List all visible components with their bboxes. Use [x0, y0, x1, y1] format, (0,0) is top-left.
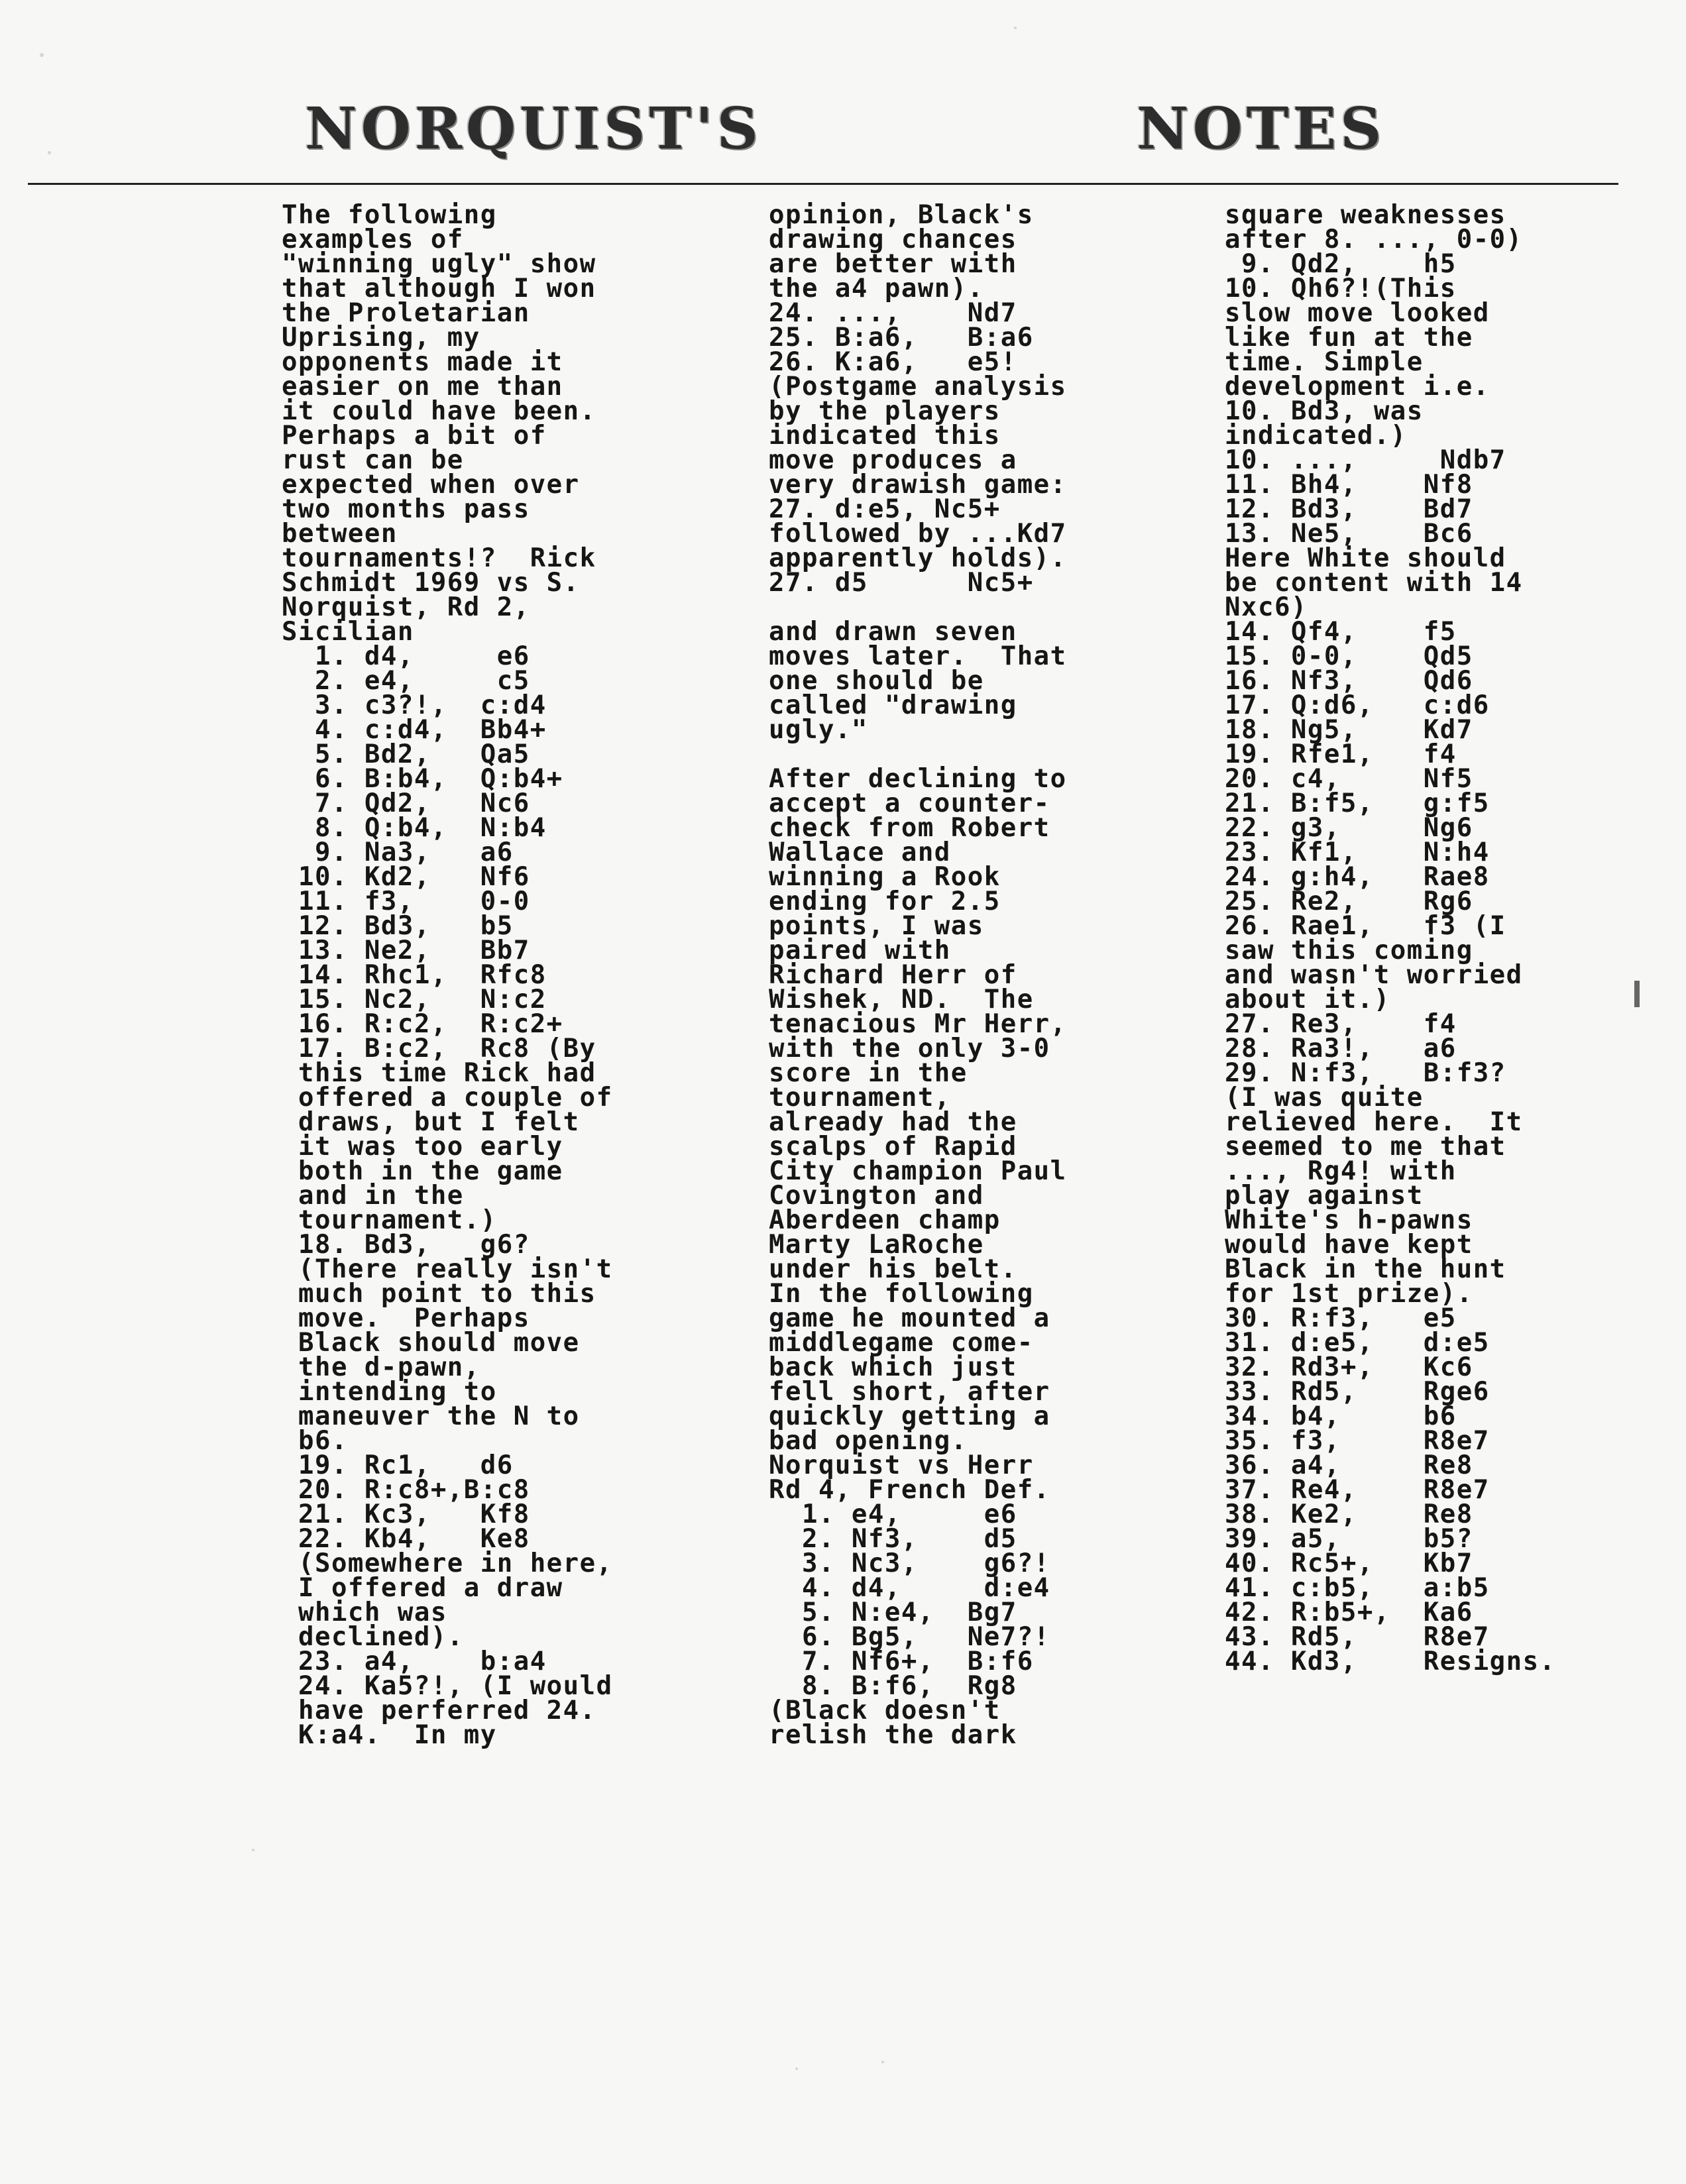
- text-line: In the following: [769, 1279, 1034, 1309]
- text-line: 39. a5, b5?: [1225, 1524, 1473, 1554]
- text-line: already had the: [769, 1107, 1017, 1137]
- text-line: accept a counter-: [769, 789, 1050, 818]
- text-line: 10. Qh6?!(This: [1225, 274, 1457, 303]
- text-line: move. Perhaps: [282, 1303, 530, 1333]
- text-line: 4. c:d4, Bb4+: [282, 715, 547, 745]
- text-line: 43. Rd5, R8e7: [1225, 1622, 1490, 1652]
- text-line: 12. Bd3, b5: [282, 911, 514, 941]
- text-line: quickly getting a: [769, 1401, 1050, 1431]
- text-line: 16. R:c2, R:c2+: [282, 1009, 563, 1039]
- text-line: 18. Bd3, g6?: [282, 1230, 530, 1260]
- text-line: 44. Kd3, Resigns.: [1225, 1647, 1556, 1676]
- text-line: 6. B:b4, Q:b4+: [282, 764, 563, 794]
- text-line: 1. d4, e6: [282, 641, 530, 671]
- text-line: 24. g:h4, Rae8: [1225, 862, 1490, 892]
- text-line: 37. Re4, R8e7: [1225, 1475, 1490, 1505]
- text-line: it was too early: [282, 1132, 563, 1162]
- text-line: opponents made it: [282, 347, 563, 377]
- text-line: After declining to: [769, 764, 1067, 794]
- text-line: for 1st prize).: [1225, 1279, 1473, 1309]
- text-line: intending to: [282, 1377, 497, 1407]
- text-line: 14. Rhc1, Rfc8: [282, 960, 547, 990]
- text-line: middlegame come-: [769, 1328, 1034, 1358]
- text-line: 25. Re2, Rg6: [1225, 887, 1473, 916]
- text-line: relish the dark: [769, 1720, 1017, 1750]
- text-line: 14. Qf4, f5: [1225, 617, 1457, 647]
- text-line: one should be: [769, 666, 984, 696]
- text-line: Sicilian: [282, 617, 414, 647]
- text-line: 26. Rae1, f3 (I: [1225, 911, 1506, 941]
- text-line: back which just: [769, 1352, 1017, 1382]
- banner-word-2: NOTES: [1137, 95, 1386, 162]
- text-line: 34. b4, b6: [1225, 1401, 1457, 1431]
- text-line: Covington and: [769, 1181, 984, 1211]
- text-line: rust can be: [282, 445, 464, 475]
- text-line: draws, but I felt: [282, 1107, 580, 1137]
- text-line: 27. d:e5, Nc5+: [769, 494, 1001, 524]
- text-line: 28. Ra3!, a6: [1225, 1034, 1457, 1064]
- text-line: maneuver the N to: [282, 1401, 580, 1431]
- text-line: Richard Herr of: [769, 960, 1017, 990]
- text-line: Wishek, ND. The: [769, 985, 1034, 1014]
- text-line: Black in the hunt: [1225, 1254, 1506, 1284]
- header-rule: [28, 183, 1618, 185]
- text-line: points, I was: [769, 911, 984, 941]
- text-line: 2. Nf3, d5: [769, 1524, 1017, 1554]
- text-line: 38. Ke2, Re8: [1225, 1500, 1473, 1529]
- text-line: Nxc6): [1225, 592, 1308, 622]
- text-line: under his belt.: [769, 1254, 1017, 1284]
- text-line: saw this coming: [1225, 936, 1473, 965]
- scan-speck: [1014, 27, 1017, 29]
- text-line: paired with: [769, 936, 951, 965]
- text-line: 21. Kc3, Kf8: [282, 1500, 530, 1529]
- text-line: 31. d:e5, d:e5: [1225, 1328, 1490, 1358]
- text-line: 8. B:f6, Rg8: [769, 1671, 1017, 1701]
- text-line: tournament.): [282, 1205, 497, 1235]
- text-column-2: [769, 200, 1206, 1750]
- text-line: The following: [282, 200, 497, 230]
- text-line: indicated this: [769, 421, 1001, 451]
- scan-speck: [881, 2061, 884, 2063]
- text-line: followed by ...Kd7: [769, 519, 1067, 549]
- text-line: [769, 742, 1206, 767]
- text-line: Aberdeen champ: [769, 1205, 1001, 1235]
- text-line: play against: [1225, 1181, 1424, 1211]
- text-line: I offered a draw: [282, 1573, 563, 1603]
- scan-speck: [40, 53, 44, 57]
- text-line: 30. R:f3, e5: [1225, 1303, 1457, 1333]
- text-line: that although I won: [282, 274, 596, 303]
- text-line: 40. Rc5+, Kb7: [1225, 1549, 1473, 1578]
- text-line: K:a4. In my: [282, 1720, 497, 1750]
- text-line: 15. 0-0, Qd5: [1225, 641, 1473, 671]
- text-line: like fun at the: [1225, 323, 1473, 353]
- text-line: move produces a: [769, 445, 1017, 475]
- text-line: 11. f3, 0-0: [282, 887, 530, 916]
- text-line: be content with 14: [1225, 568, 1523, 598]
- text-line: 11. Bh4, Nf8: [1225, 470, 1473, 500]
- text-line: and drawn seven: [769, 617, 1017, 647]
- text-line: examples of: [282, 225, 464, 254]
- text-line: 9. Qd2, h5: [1225, 249, 1457, 279]
- text-line: bad opening.: [769, 1426, 968, 1456]
- text-line: 18. Ng5, Kd7: [1225, 715, 1473, 745]
- text-column-3: [1225, 200, 1662, 1676]
- text-line: check from Robert: [769, 813, 1050, 843]
- text-line: 19. Rfe1, f4: [1225, 739, 1457, 769]
- text-line: 9. Na3, a6: [282, 838, 514, 867]
- text-line: (Postgame analysis: [769, 372, 1067, 402]
- text-line: it could have been.: [282, 396, 596, 426]
- text-line: which was: [282, 1598, 447, 1627]
- text-line: (I was quite: [1225, 1083, 1424, 1113]
- text-line: scalps of Rapid: [769, 1132, 1017, 1162]
- text-line: the Proletarian: [282, 298, 530, 328]
- text-line: 41. c:b5, a:b5: [1225, 1573, 1490, 1603]
- text-line: 26. K:a6, e5!: [769, 347, 1017, 377]
- text-line: score in the: [769, 1058, 968, 1088]
- text-line: 13. Ne5, Bc6: [1225, 519, 1473, 549]
- text-line: two months pass: [282, 494, 530, 524]
- text-line: called "drawing: [769, 690, 1017, 720]
- scan-speck: [252, 1849, 254, 1851]
- text-line: about it.): [1225, 985, 1390, 1014]
- text-line: 13. Ne2, Bb7: [282, 936, 530, 965]
- text-line: 20. R:c8+,B:c8: [282, 1475, 530, 1505]
- text-line: 27. Re3, f4: [1225, 1009, 1457, 1039]
- text-line: relieved here. It: [1225, 1107, 1523, 1137]
- text-line: slow move looked: [1225, 298, 1490, 328]
- text-line: 5. Bd2, Qa5: [282, 739, 530, 769]
- text-line: indicated.): [1225, 421, 1407, 451]
- text-line: Black should move: [282, 1328, 580, 1358]
- text-line: the d-pawn,: [282, 1352, 480, 1382]
- text-line: Rd 4, French Def.: [769, 1475, 1050, 1505]
- text-line: [769, 595, 1206, 620]
- text-line: 24. Ka5?!, (I would: [282, 1671, 613, 1701]
- text-line: after 8. ..., 0-0): [1225, 225, 1523, 254]
- text-line: City champion Paul: [769, 1156, 1067, 1186]
- text-line: b6.: [282, 1426, 348, 1456]
- text-line: 42. R:b5+, Ka6: [1225, 1598, 1473, 1627]
- text-line: Uprising, my: [282, 323, 480, 353]
- text-line: 10. ..., Ndb7: [1225, 445, 1506, 475]
- text-line: moves later. That: [769, 641, 1067, 671]
- text-line: much point to this: [282, 1279, 596, 1309]
- text-line: between: [282, 519, 398, 549]
- text-line: 17. Q:d6, c:d6: [1225, 690, 1490, 720]
- text-line: 22. Kb4, Ke8: [282, 1524, 530, 1554]
- text-line: 25. B:a6, B:a6: [769, 323, 1034, 353]
- text-line: 22. g3, Ng6: [1225, 813, 1473, 843]
- text-line: 17. B:c2, Rc8 (By: [282, 1034, 596, 1064]
- text-line: 33. Rd5, Rge6: [1225, 1377, 1490, 1407]
- scan-speck: [795, 2067, 798, 2070]
- text-line: 5. N:e4, Bg7: [769, 1598, 1017, 1627]
- text-line: game he mounted a: [769, 1303, 1050, 1333]
- text-line: ugly.": [769, 715, 868, 745]
- text-line: seemed to me that: [1225, 1132, 1506, 1162]
- text-line: development i.e.: [1225, 372, 1490, 402]
- text-line: (There really isn't: [282, 1254, 613, 1284]
- text-line: 12. Bd3, Bd7: [1225, 494, 1473, 524]
- text-line: ..., Rg4! with: [1225, 1156, 1457, 1186]
- text-line: tournament,: [769, 1083, 951, 1113]
- text-line: are better with: [769, 249, 1017, 279]
- text-line: (Black doesn't: [769, 1696, 1001, 1725]
- text-line: 6. Bg5, Ne7?!: [769, 1622, 1050, 1652]
- text-line: tenacious Mr Herr,: [769, 1009, 1067, 1039]
- text-line: Schmidt 1969 vs S.: [282, 568, 580, 598]
- text-line: 29. N:f3, B:f3?: [1225, 1058, 1506, 1088]
- text-line: easier on me than: [282, 372, 563, 402]
- text-line: 2. e4, c5: [282, 666, 530, 696]
- text-line: Marty LaRoche: [769, 1230, 984, 1260]
- text-line: White's h-pawns: [1225, 1205, 1473, 1235]
- text-line: 23. Kf1, N:h4: [1225, 838, 1490, 867]
- text-line: very drawish game:: [769, 470, 1067, 500]
- text-line: winning a Rook: [769, 862, 1001, 892]
- text-line: 7. Qd2, Nc6: [282, 789, 530, 818]
- text-line: opinion, Black's: [769, 200, 1034, 230]
- text-line: offered a couple of: [282, 1083, 613, 1113]
- text-line: Norquist vs Herr: [769, 1450, 1034, 1480]
- text-line: 27. d5 Nc5+: [769, 568, 1034, 598]
- text-line: 16. Nf3, Qd6: [1225, 666, 1473, 696]
- text-line: 3. Nc3, g6?!: [769, 1549, 1050, 1578]
- text-line: Here White should: [1225, 543, 1506, 573]
- scan-speck: [48, 151, 51, 154]
- text-line: by the players: [769, 396, 1001, 426]
- text-line: and in the: [282, 1181, 464, 1211]
- text-line: 4. d4, d:e4: [769, 1573, 1050, 1603]
- text-line: Wallace and: [769, 838, 951, 867]
- text-line: "winning ugly" show: [282, 249, 596, 279]
- text-line: 35. f3, R8e7: [1225, 1426, 1490, 1456]
- text-line: the a4 pawn).: [769, 274, 984, 303]
- text-line: 23. a4, b:a4: [282, 1647, 547, 1676]
- text-line: drawing chances: [769, 225, 1017, 254]
- text-line: fell short, after: [769, 1377, 1050, 1407]
- text-line: Norquist, Rd 2,: [282, 592, 530, 622]
- banner-word-1: NORQUIST'S: [305, 95, 762, 162]
- text-line: 8. Q:b4, N:b4: [282, 813, 547, 843]
- text-line: 32. Rd3+, Kc6: [1225, 1352, 1473, 1382]
- text-line: 7. Nf6+, B:f6: [769, 1647, 1034, 1676]
- text-line: would have kept: [1225, 1230, 1473, 1260]
- text-line: 24. ..., Nd7: [769, 298, 1017, 328]
- text-line: and wasn't worried: [1225, 960, 1523, 990]
- text-line: 1. e4, e6: [769, 1500, 1017, 1529]
- text-line: with the only 3-0: [769, 1034, 1050, 1064]
- text-line: 3. c3?!, c:d4: [282, 690, 547, 720]
- text-line: declined).: [282, 1622, 464, 1652]
- text-line: square weaknesses: [1225, 200, 1506, 230]
- text-line: 36. a4, Re8: [1225, 1450, 1473, 1480]
- text-line: ending for 2.5: [769, 887, 1001, 916]
- text-line: 15. Nc2, N:c2: [282, 985, 547, 1014]
- text-line: 19. Rc1, d6: [282, 1450, 514, 1480]
- text-line: 10. Bd3, was: [1225, 396, 1424, 426]
- text-line: Perhaps a bit of: [282, 421, 547, 451]
- text-line: both in the game: [282, 1156, 563, 1186]
- text-line: this time Rick had: [282, 1058, 596, 1088]
- text-line: tournaments!? Rick: [282, 543, 596, 573]
- text-line: (Somewhere in here,: [282, 1549, 613, 1578]
- text-column-1: [282, 200, 719, 1750]
- text-line: have perferred 24.: [282, 1696, 596, 1725]
- text-line: 20. c4, Nf5: [1225, 764, 1473, 794]
- text-line: 21. B:f5, g:f5: [1225, 789, 1490, 818]
- text-line: time. Simple: [1225, 347, 1424, 377]
- text-line: 10. Kd2, Nf6: [282, 862, 530, 892]
- text-line: apparently holds).: [769, 543, 1067, 573]
- text-line: expected when over: [282, 470, 580, 500]
- newsletter-banner: [305, 95, 1531, 162]
